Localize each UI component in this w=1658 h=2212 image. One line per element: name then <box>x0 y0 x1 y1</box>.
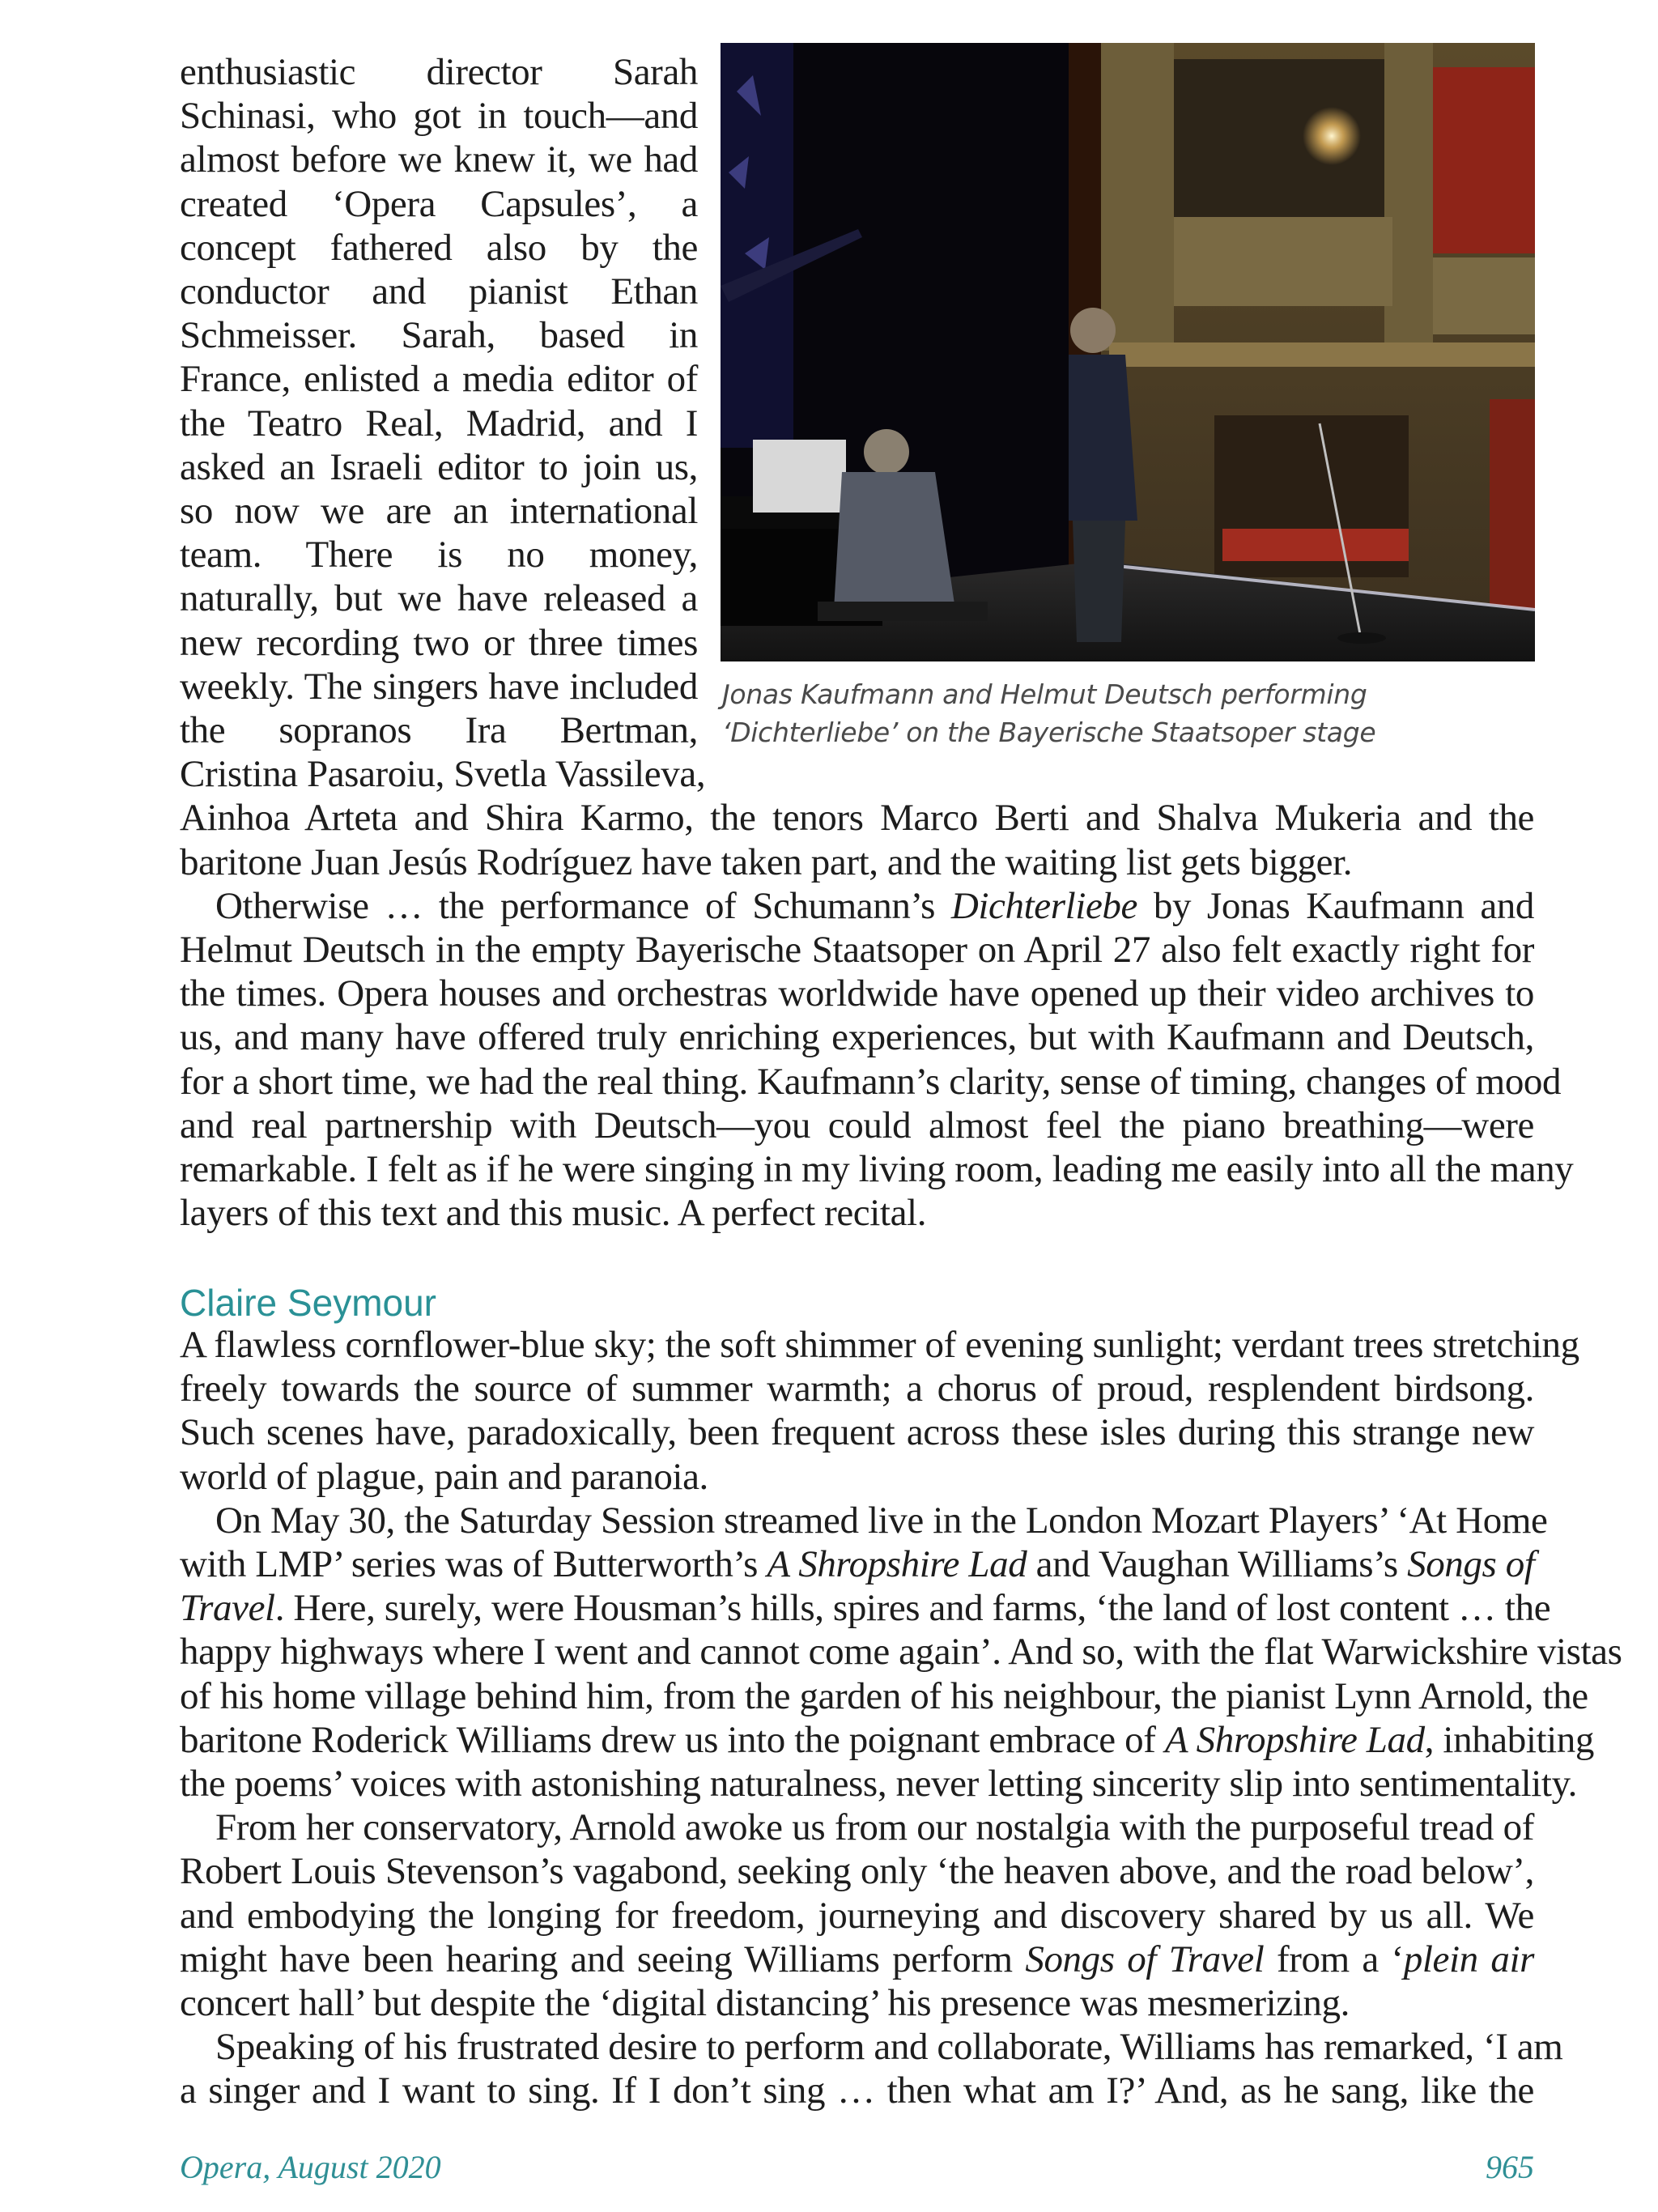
text-run: baritone Roderick Williams drew us into the poignant embrace of <box>180 1718 1165 1761</box>
section-heading-author: Claire Seymour <box>180 1282 436 1324</box>
text-run: concept fathered also by the <box>180 226 698 269</box>
text-line <box>180 665 698 708</box>
text-line <box>180 1718 1595 1762</box>
italic-title: Songs of <box>1407 1543 1535 1585</box>
text-run: Cristina Pasaroiu, Svetla Vassileva, <box>180 753 706 796</box>
text-run: by Jonas Kaufmann and <box>1137 884 1534 927</box>
text-line <box>180 1323 1579 1367</box>
text-run: from a ‘ <box>1264 1938 1404 1980</box>
text-line <box>180 1806 1534 1849</box>
stage-photo-illustration <box>721 43 1535 661</box>
text-line <box>180 1499 1548 1542</box>
text-line <box>180 2069 1534 2112</box>
text-run: asked an Israeli editor to join us, <box>180 445 698 488</box>
text-run: weekly. The singers have included <box>180 665 698 708</box>
text-line <box>180 884 1534 928</box>
text-line <box>180 357 698 401</box>
text-line <box>180 708 698 752</box>
text-run: baritone Juan Jesús Rodríguez have taken part, and the waiting list gets bigger. <box>180 840 1353 883</box>
text-run: Helmut Deutsch in the empty Bayerische Staatsoper on April 27 also felt exactly right for <box>180 929 1534 971</box>
text-run: and real partnership with Deutsch—you could almost feel the piano breathing—were <box>180 1104 1534 1146</box>
text-line <box>180 1455 1534 1499</box>
text-line <box>180 50 698 94</box>
text-run: conductor and pianist Ethan <box>180 270 698 313</box>
text-run: Such scenes have, paradoxically, been frequent across these isles during this strange new <box>180 1411 1534 1454</box>
text-run: almost before we knew it, we had <box>180 138 698 181</box>
text-run: remarkable. I felt as if he were singing in my living room, leading me easily into all the many <box>180 1148 1574 1190</box>
text-run: the poems’ voices with astonishing naturalness, never letting sincerity slip into sentimentality. <box>180 1763 1577 1805</box>
text-run: naturally, but we have released a <box>180 577 698 620</box>
photo-caption-line-1: Jonas Kaufmann and Helmut Deutsch performing <box>722 678 1367 710</box>
text-line <box>180 1674 1588 1718</box>
text-line <box>180 533 698 576</box>
text-run: world of plague, pain and paranoia. <box>180 1455 708 1498</box>
text-run: with LMP’ series was of Butterworth’s <box>180 1543 767 1585</box>
text-line <box>180 226 698 270</box>
italic-title: plein air <box>1403 1938 1534 1980</box>
text-line <box>180 1015 1534 1059</box>
text-line <box>180 1981 1534 2025</box>
text-line <box>180 621 698 665</box>
text-run: Robert Louis Stevenson’s vagabond, seeking only ‘the heaven above, and the road below’, <box>180 1850 1534 1893</box>
text-line <box>180 928 1534 972</box>
text-run: On May 30, the Saturday Session streamed live in the London Mozart Players’ ‘At Home <box>215 1499 1548 1542</box>
text-run: enthusiastic director Sarah <box>180 51 698 93</box>
text-run: and Vaughan Williams’s <box>1027 1543 1408 1585</box>
footer-page-number: 965 <box>1486 2149 1534 2185</box>
text-line <box>180 1542 1534 1586</box>
text-line <box>180 1191 1534 1235</box>
text-run: Otherwise … the performance of Schumann’s <box>215 884 951 927</box>
text-run: concert hall’ but despite the ‘digital distancing’ his presence was mesmerizing. <box>180 1982 1350 2024</box>
text-run: the Teatro Real, Madrid, and I <box>180 402 698 445</box>
text-line <box>180 402 698 445</box>
text-line <box>180 2025 1563 2069</box>
italic-title: Songs of Travel <box>1025 1938 1265 1980</box>
text-line <box>180 1147 1574 1191</box>
text-line <box>180 972 1534 1015</box>
text-line <box>180 138 698 181</box>
text-run: Schinasi, who got in touch—and <box>180 95 698 138</box>
text-line <box>180 1762 1577 1806</box>
text-run: freely towards the source of summer warmth; a chorus of proud, resplendent birdsong. <box>180 1368 1534 1410</box>
text-run: A flawless cornflower-blue sky; the soft shimmer of evening sunlight; verdant trees stretching <box>180 1324 1579 1366</box>
text-run: Ainhoa Arteta and Shira Karmo, the tenors Marco Berti and Shalva Mukeria and the <box>180 797 1534 840</box>
text-run: might have been hearing and seeing Williams perform <box>180 1938 1026 1980</box>
text-line <box>180 445 698 489</box>
text-run: Schmeisser. Sarah, based in <box>180 314 698 357</box>
text-line <box>180 1938 1534 1981</box>
text-run: , inhabiting <box>1424 1718 1595 1761</box>
text-line <box>180 1060 1562 1104</box>
text-line <box>180 313 698 357</box>
text-line <box>180 752 706 796</box>
text-run: so now we are an international <box>180 490 698 532</box>
performance-photo <box>721 43 1535 661</box>
text-run: for a short time, we had the real thing. Kaufmann’s clarity, sense of timing, changes of mood <box>180 1060 1562 1103</box>
text-line <box>180 1630 1622 1674</box>
text-line <box>180 270 698 313</box>
text-run: the sopranos Ira Bertman, <box>180 709 698 751</box>
text-run: From her conservatory, Arnold awoke us from our nostalgia with the purposeful tread of <box>215 1806 1534 1849</box>
text-line <box>180 489 698 533</box>
text-run: happy highways where I went and cannot come again’. And so, with the flat Warwickshire vistas <box>180 1631 1622 1674</box>
text-run: Speaking of his frustrated desire to perform and collaborate, Williams has remarked, ‘I am <box>215 2026 1563 2069</box>
text-line <box>180 1104 1534 1147</box>
text-run: of his home village behind him, from the garden of his neighbour, the pianist Lynn Arnold, the <box>180 1674 1588 1717</box>
text-run: a singer and I want to sing. If I don’t sing … then what am I?’ And, as he sang, like the <box>180 2069 1534 2112</box>
text-line <box>180 94 698 138</box>
text-line <box>180 796 1534 840</box>
text-run: and embodying the longing for freedom, journeying and discovery shared by us all. We <box>180 1894 1534 1937</box>
text-line <box>180 182 698 226</box>
text-line <box>180 840 1534 884</box>
text-line <box>180 1894 1534 1938</box>
italic-title: A Shropshire Lad <box>767 1543 1027 1585</box>
text-run: created ‘Opera Capsules’, a <box>180 182 698 225</box>
text-run: . Here, surely, were Housman’s hills, spires and farms, ‘the land of lost content … the <box>274 1587 1551 1630</box>
text-run: layers of this text and this music. A perfect recital. <box>180 1192 927 1235</box>
text-line <box>180 1849 1534 1893</box>
text-line <box>180 1410 1534 1454</box>
text-line <box>180 1367 1534 1410</box>
text-run: France, enlisted a media editor of <box>180 358 698 401</box>
italic-title: Dichterliebe <box>950 884 1137 927</box>
italic-title: A Shropshire Lad <box>1164 1718 1425 1761</box>
text-run: the times. Opera houses and orchestras worldwide have opened up their video archives to <box>180 972 1534 1015</box>
text-line <box>180 1586 1551 1630</box>
text-line <box>180 576 698 620</box>
italic-title: Travel <box>180 1587 275 1630</box>
text-run: us, and many have offered truly enriching experiences, but with Kaufmann and Deutsch, <box>180 1016 1534 1059</box>
photo-caption-line-2: ‘Dichterliebe’ on the Bayerische Staatsoper stage <box>722 717 1376 748</box>
text-run: team. There is no money, <box>180 534 698 576</box>
text-run: new recording two or three times <box>180 621 698 664</box>
footer-publication: Opera, August 2020 <box>180 2149 441 2185</box>
